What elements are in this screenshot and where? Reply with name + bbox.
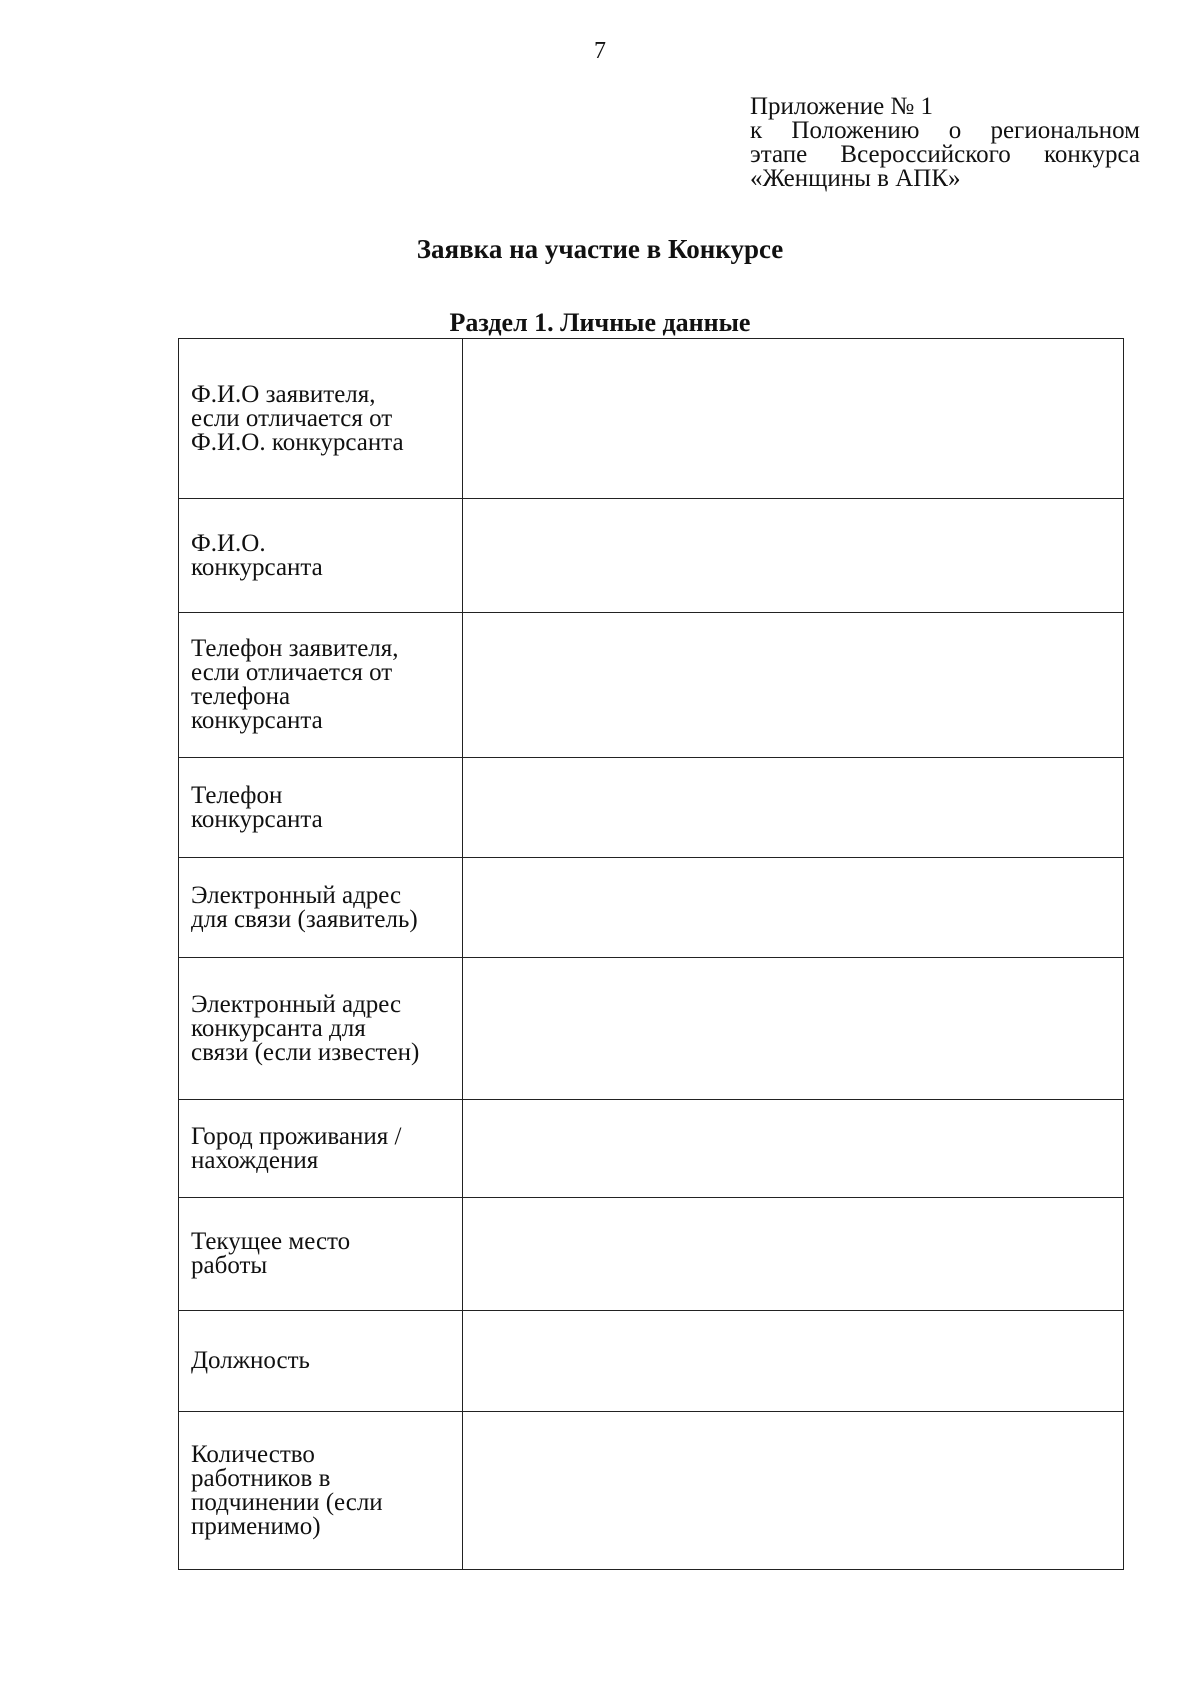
row-label xyxy=(179,613,463,758)
row-label xyxy=(179,758,463,858)
position-field[interactable] xyxy=(463,1311,1124,1412)
row-label xyxy=(179,1412,463,1570)
table-row xyxy=(179,1412,1124,1570)
label-text: Ф.И.О заявителя, если отличается от Ф.И.О. конкурсанта xyxy=(191,380,404,456)
table-row xyxy=(179,758,1124,858)
table-row xyxy=(179,858,1124,958)
row-label xyxy=(179,1198,463,1311)
applicant-email-field[interactable] xyxy=(463,858,1124,958)
workplace-field[interactable] xyxy=(463,1198,1124,1311)
label-text: Должность xyxy=(191,1347,310,1374)
row-label xyxy=(179,339,463,499)
table-row xyxy=(179,958,1124,1100)
label-text: Электронный адрес конкурсанта для связи (если известен) xyxy=(191,990,420,1066)
table-row xyxy=(179,613,1124,758)
applicant-name-field[interactable] xyxy=(463,339,1124,499)
row-label xyxy=(179,499,463,613)
contestant-name-field[interactable] xyxy=(463,499,1124,613)
annex-line-3: этапе Всероссийского конкурса xyxy=(750,141,1140,168)
label-text: Ф.И.О. конкурсанта xyxy=(191,529,323,581)
annex-line-2: к Положению о региональном xyxy=(750,117,1140,144)
city-field[interactable] xyxy=(463,1100,1124,1198)
label-text: Количество работников в подчинении (если применимо) xyxy=(191,1440,383,1540)
annex-line-1: Приложение № 1 xyxy=(750,93,934,120)
table-row xyxy=(179,1100,1124,1198)
subordinates-count-field[interactable] xyxy=(463,1412,1124,1570)
label-text: Телефон конкурсанта xyxy=(191,781,323,833)
table-row xyxy=(179,339,1124,499)
table-row xyxy=(179,1311,1124,1412)
row-label xyxy=(179,858,463,958)
label-text: Электронный адрес для связи (заявитель) xyxy=(191,881,418,933)
applicant-phone-field[interactable] xyxy=(463,613,1124,758)
document-title: Заявка на участие в Конкурсе xyxy=(416,234,784,264)
annex-line-4: «Женщины в АПК» xyxy=(750,165,961,192)
label-text: Телефон заявителя, если отличается от телефона конкурсанта xyxy=(191,635,399,734)
row-label xyxy=(179,1100,463,1198)
contestant-email-field[interactable] xyxy=(463,958,1124,1100)
annex-reference xyxy=(750,95,1140,191)
page-number: 7 xyxy=(594,38,606,64)
section-title: Раздел 1. Личные данные xyxy=(449,308,751,337)
row-label xyxy=(179,1311,463,1412)
table-row xyxy=(179,499,1124,613)
contestant-phone-field[interactable] xyxy=(463,758,1124,858)
row-label xyxy=(179,958,463,1100)
label-text: Город проживания / нахождения xyxy=(191,1122,402,1174)
label-text: Текущее место работы xyxy=(191,1228,351,1279)
personal-data-table xyxy=(178,338,1124,1570)
table-row xyxy=(179,1198,1124,1311)
